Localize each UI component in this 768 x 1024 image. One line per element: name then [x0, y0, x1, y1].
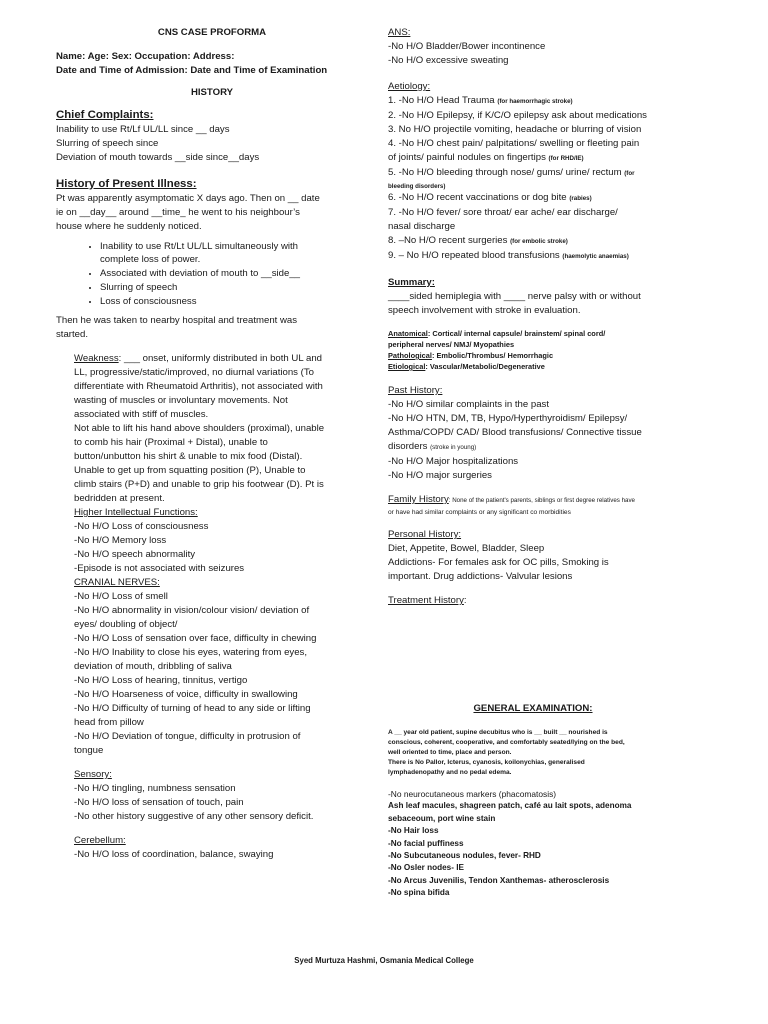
- family-history-text: : None of the patient's parents, siblings or first degree relatives have: [448, 497, 635, 504]
- sensory-heading: Sensory:: [74, 769, 112, 780]
- hpi-bullet-list: [56, 240, 368, 308]
- aetiology-text: 1. -No H/O Head Trauma: [388, 95, 498, 106]
- general-exam-para: A __ year old patient, supine decubitus who is __ built __ nourished is: [388, 729, 608, 736]
- weakness-line: wasting of muscles or involuntary movements. Not: [74, 395, 288, 406]
- past-history-line: Asthma/COPD/ CAD/ Blood transfusions/ Connective tissue: [388, 427, 642, 438]
- cranial-nerves-line: -No H/O Deviation of tongue, difficulty in protrusion of: [74, 731, 301, 742]
- weakness-line: : ___ onset, uniformly distributed in both UL and: [118, 353, 322, 364]
- weakness-line: to comb his hair (Proximal + Distal), unable to: [74, 437, 268, 448]
- aetiology-item: [388, 234, 678, 249]
- weakness-label: Weakness: [74, 353, 119, 364]
- aetiology-text: 4. -No H/O chest pain/ palpitations/ swelling or fleeting pain: [388, 138, 640, 149]
- aetiology-note: (for RHD/IE): [548, 155, 584, 162]
- cranial-nerves-heading: CRANIAL NERVES:: [74, 577, 160, 588]
- ans-heading: ANS:: [388, 27, 411, 38]
- weakness-line: Unable to get up from squatting position (P), Unable to: [74, 465, 306, 476]
- aetiology-text: 9. – No H/O repeated blood transfusions: [388, 250, 563, 261]
- aetiology-text: 8. –No H/O recent surgeries: [388, 235, 511, 246]
- chief-complaints-heading: Chief Complaints:: [56, 109, 154, 121]
- past-history-line: -No H/O major surgeries: [388, 470, 492, 481]
- general-exam-line: -No facial puffiness: [388, 838, 464, 848]
- general-exam-line: -No Hair loss: [388, 826, 439, 836]
- aetiology-note: (for embolic stroke): [510, 238, 568, 245]
- page-title: CNS CASE PROFORMA: [157, 27, 267, 38]
- aetiology-item: [388, 206, 678, 220]
- aetiology-item: [388, 191, 678, 206]
- general-exam-line: -No Arcus Juvenilis, Tendon Xanthemas- atherosclerosis: [388, 875, 610, 885]
- higher-functions-line: -No H/O Loss of consciousness: [74, 521, 209, 532]
- personal-history-line: important. Drug addictions- Valvular lesions: [388, 571, 573, 582]
- summary-heading: Summary:: [388, 277, 435, 288]
- general-exam-line: -No Subcutaneous nodules, fever- RHD: [388, 851, 541, 861]
- general-examination-heading: GENERAL EXAMINATION:: [473, 703, 593, 714]
- hpi-bullet: • Loss of consciousness: [100, 295, 368, 308]
- hpi-after-line: started.: [56, 329, 88, 340]
- family-history-heading: Family History: [388, 494, 449, 505]
- cranial-nerves-line: head from pillow: [74, 717, 144, 728]
- page-footer: Syed Murtuza Hashmi, Osmania Medical College: [294, 956, 474, 965]
- general-exam-line: -No Osler nodes- IE: [388, 863, 464, 873]
- chief-complaint-line: Deviation of mouth towards __side since__days: [56, 152, 260, 163]
- hpi-bullet: • Slurring of speech: [100, 281, 368, 294]
- history-heading: HISTORY: [190, 87, 234, 98]
- past-history-line: -No H/O similar complaints in the past: [388, 399, 550, 410]
- cranial-nerves-line: -No H/O Loss of sensation over face, difficulty in chewing: [74, 633, 317, 644]
- aetiology-item: [388, 181, 678, 191]
- general-exam-para: well oriented to time, place and person.: [388, 749, 512, 756]
- hpi-bullet: • Inability to use Rt/Lt UL/LL simultaneously with complete loss of power.: [100, 240, 368, 266]
- left-column: [56, 26, 368, 862]
- summary-line: speech involvement with stroke in evaluation.: [388, 305, 581, 316]
- personal-history-heading: Personal History:: [388, 529, 462, 540]
- pathological-text: : Embolic/Thrombus/ Hemorrhagic: [431, 351, 554, 360]
- aetiology-item: [388, 151, 678, 166]
- hpi-line: ie on __day__ around __time_ he went to his neighbour’s: [56, 207, 300, 218]
- pathological-label: Pathological: [388, 351, 432, 360]
- summary-line: ____sided hemiplegia with ____ nerve palsy with or without: [388, 291, 641, 302]
- family-history-text: or have had similar complaints or any significant co morbidities: [388, 509, 571, 516]
- sensory-line: -No H/O loss of sensation of touch, pain: [74, 797, 244, 808]
- general-exam-line: -No spina bifida: [388, 888, 450, 898]
- higher-functions-line: -No H/O Memory loss: [74, 535, 167, 546]
- sensory-line: -No other history suggestive of any other sensory deficit.: [74, 811, 314, 822]
- anatomical-label: Anatomical: [388, 329, 428, 338]
- ans-line: -No H/O Bladder/Bower incontinence: [388, 41, 546, 52]
- identity-line-2: Date and Time of Admission: Date and Time of Examination: [56, 65, 328, 76]
- weakness-line: button/unbutton his shirt & unable to mix food (Distal).: [74, 451, 303, 462]
- cranial-nerves-line: tongue: [74, 745, 104, 756]
- general-exam-para: lymphadenopathy and no pedal edema.: [388, 769, 512, 776]
- cranial-nerves-line: -No H/O Loss of hearing, tinnitus, vertigo: [74, 675, 248, 686]
- cranial-nerves-line: -No H/O Loss of smell: [74, 591, 168, 602]
- aetiology-heading: Aetiology:: [388, 81, 431, 92]
- cranial-nerves-line: -No H/O Hoarseness of voice, difficulty in swallowing: [74, 689, 298, 700]
- cerebellum-heading: Cerebellum:: [74, 835, 126, 846]
- cranial-nerves-line: -No H/O Inability to close his eyes, watering from eyes,: [74, 647, 308, 658]
- aetiology-item: [388, 249, 678, 264]
- anatomical-text: peripheral nerves/ NMJ/ Myopathies: [388, 340, 515, 349]
- chief-complaint-line: Inability to use Rt/Lf UL/LL since __ days: [56, 124, 230, 135]
- personal-history-line: Addictions- For females ask for OC pills, Smoking is: [388, 557, 609, 568]
- hpi-bullet: • Associated with deviation of mouth to __side__: [100, 267, 368, 280]
- past-history-heading: Past History:: [388, 385, 443, 396]
- aetiology-note: (haemolytic anaemias): [562, 253, 629, 260]
- etiological-text: : Vascular/Metabolic/Degenerative: [425, 362, 545, 371]
- cerebellum-line: -No H/O loss of coordination, balance, swaying: [74, 849, 274, 860]
- weakness-line: differentiate with Rheumatoid Arthritis), not associated with: [74, 381, 323, 392]
- higher-functions-line: -Episode is not associated with seizures: [74, 563, 245, 574]
- weakness-line: Not able to lift his hand above shoulders (proximal), unable: [74, 423, 325, 434]
- weakness-block: [56, 352, 368, 862]
- weakness-line: LL, progressive/static/improved, no diurnal variations (To: [74, 367, 314, 378]
- aetiology-note: (rabies): [569, 195, 592, 202]
- aetiology-note: (for: [624, 170, 635, 177]
- general-exam-para: conscious, coherent, cooperative, and comfortably seated/lying on the bed,: [388, 739, 625, 746]
- aetiology-item: [388, 220, 678, 234]
- aetiology-text: 2. -No H/O Epilepsy, if K/C/O epilepsy ask about medications: [388, 110, 647, 121]
- sensory-line: -No H/O tingling, numbness sensation: [74, 783, 236, 794]
- higher-functions-line: -No H/O speech abnormality: [74, 549, 196, 560]
- hpi-heading: History of Present Illness:: [56, 178, 197, 190]
- chief-complaint-line: Slurring of speech since: [56, 138, 159, 149]
- personal-history-line: Diet, Appetite, Bowel, Bladder, Sleep: [388, 543, 545, 554]
- aetiology-list: [388, 94, 678, 264]
- etiological-label: Etiological: [388, 362, 426, 371]
- aetiology-text: 5. -No H/O bleeding through nose/ gums/ urine/ rectum: [388, 167, 625, 178]
- anatomical-text: : Cortical/ internal capsule/ brainstem/ spinal cord/: [427, 329, 606, 338]
- aetiology-item: [388, 137, 678, 151]
- aetiology-text: of joints/ painful nodules on fingertips: [388, 152, 549, 163]
- cranial-nerves-line: deviation of mouth, dribbling of saliva: [74, 661, 232, 672]
- aetiology-note: (for haemorrhagic stroke): [497, 98, 573, 105]
- weakness-line: associated with stiff of muscles.: [74, 409, 209, 420]
- cranial-nerves-line: eyes/ doubling of object/: [74, 619, 178, 630]
- aetiology-text: 3. No H/O projectile vomiting, headache or blurring of vision: [388, 124, 642, 135]
- aetiology-item: [388, 166, 678, 181]
- past-history-line: -No H/O Major hospitalizations: [388, 456, 519, 467]
- right-column: [388, 26, 678, 900]
- hpi-after-line: Then he was taken to nearby hospital and treatment was: [56, 315, 298, 326]
- hpi-line: house where he suddenly noticed.: [56, 221, 202, 232]
- aetiology-note: bleeding disorders): [388, 183, 446, 190]
- weakness-line: bedridden at present.: [74, 493, 165, 504]
- general-exam-para: There is No Pallor, Icterus, cyanosis, koilonychias, generalised: [388, 759, 585, 766]
- past-history-line: -No H/O HTN, DM, TB, Hypo/Hyperthyroidism/ Epilepsy/: [388, 413, 628, 424]
- cranial-nerves-line: -No H/O Difficulty of turning of head to any side or lifting: [74, 703, 311, 714]
- general-exam-line: -No neurocutaneous markers (phacomatosis): [388, 789, 557, 799]
- treatment-history-suffix: :: [463, 595, 467, 606]
- aetiology-item: [388, 94, 678, 109]
- past-history-disorders: disorders: [388, 441, 431, 452]
- hpi-line: Pt was apparently asymptomatic X days ago. Then on __ date: [56, 193, 320, 204]
- treatment-history-heading: Treatment History: [388, 595, 464, 606]
- general-exam-line: Ash leaf macules, shagreen patch, café au lait spots, adenoma: [388, 801, 632, 811]
- weakness-line: climb stairs (P+D) and unable to grip his footwear (D). Pt is: [74, 479, 324, 490]
- aetiology-text: 7. -No H/O fever/ sore throat/ ear ache/ ear discharge/: [388, 207, 618, 218]
- aetiology-text: 6. -No H/O recent vaccinations or dog bite: [388, 192, 570, 203]
- general-exam-line: sebaceoum, port wine stain: [388, 813, 496, 823]
- past-history-note: (stroke in young): [430, 444, 477, 451]
- ans-line: -No H/O excessive sweating: [388, 55, 509, 66]
- aetiology-item: [388, 123, 678, 137]
- higher-functions-heading: Higher Intellectual Functions:: [74, 507, 198, 518]
- cranial-nerves-line: -No H/O abnormality in vision/colour vision/ deviation of: [74, 605, 310, 616]
- aetiology-text: nasal discharge: [388, 221, 456, 232]
- aetiology-item: [388, 109, 678, 123]
- identity-line-1: Name: Age: Sex: Occupation: Address:: [56, 51, 235, 62]
